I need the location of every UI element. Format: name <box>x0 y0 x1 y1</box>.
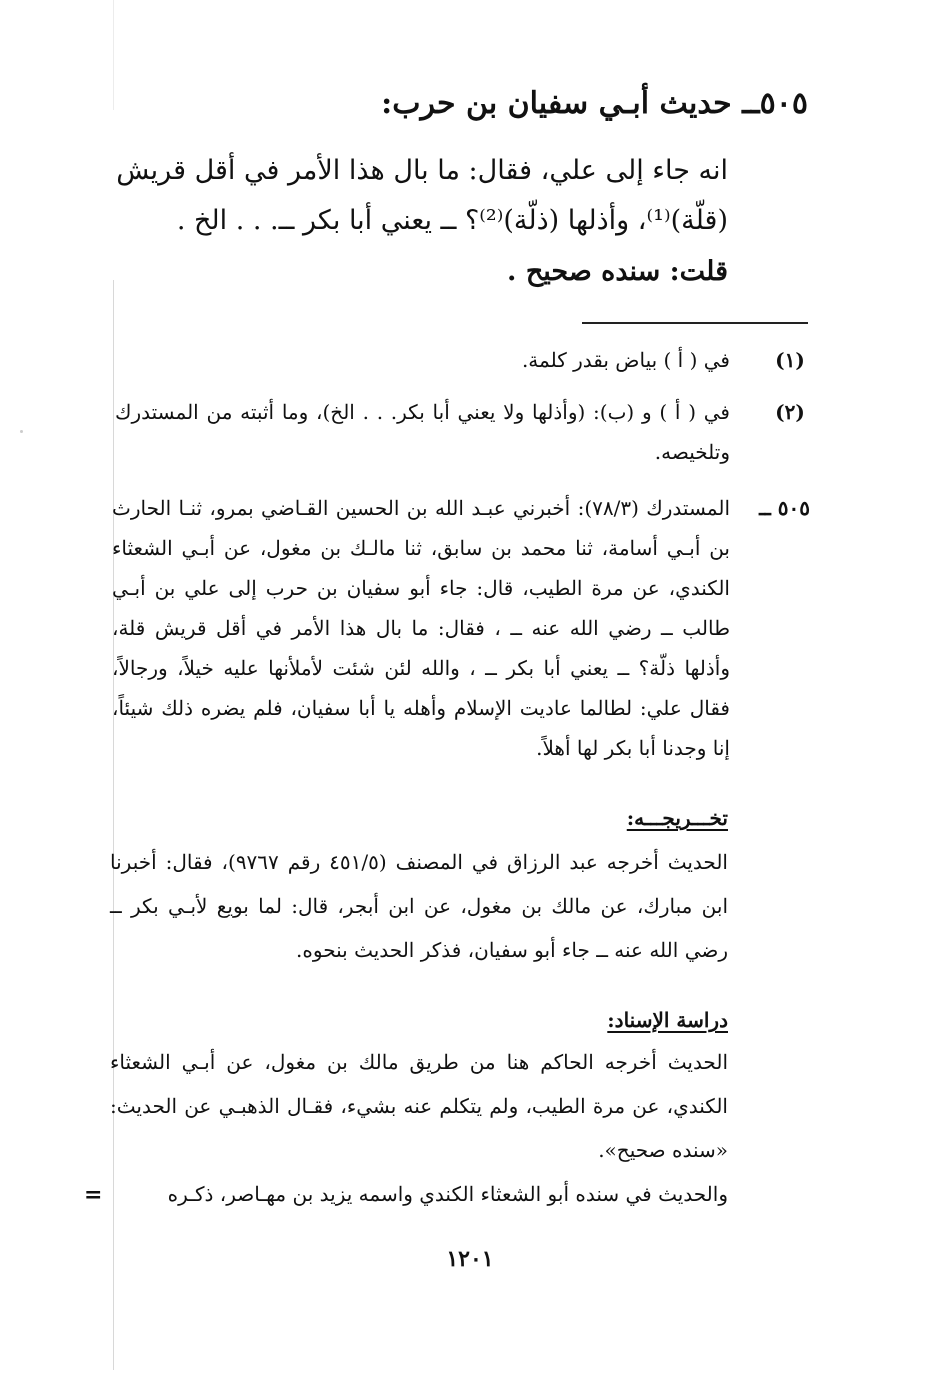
continuation-mark: = <box>84 1182 103 1208</box>
takhrij-text: الحديث أخرجه عبد الرزاق في المصنف (٤٥١/٥ رقم ٩٧٦٧)، فقال: أخبرنا ابن مبارك، عن مالك بن مغول، عن ابن أبجر، قال: لما بويع لأبـي بكر ــ رضي الله عنه ــ جاء أبو سفيان، فذكر الحديث بنحوه. <box>110 850 728 962</box>
footnote-text: في ( أ ) بياض بقدر كلمة. <box>521 348 730 372</box>
hadith-text <box>108 146 728 246</box>
hadith-heading: ٥٠٥ــ حديث أبـي سفيان بن حرب: <box>381 86 808 121</box>
isnad-title: دراسة الإسناد: <box>607 1008 728 1032</box>
entry-text: المستدرك (٧٨/٣): أخبرني عبـد الله بن الحسين القـاضي بمرو، ثنـا الحارث بن أبـي أسامة، ثنا محمد بن سابق، ثنا مالـك بن مغول، عن أبـي الشعثاء الكندي، عن مرة الطيب، قال: جاء أبو سفيان بن حرب إلى علي بن أبـي طالب ــ رضي الله عنه ــ ، فقال: ما بال هذا الأمر في أقل قريش قلة، وأذلها ذلّة؟ ــ يعني أبا بكر ــ ، والله لئن شئت لأملأنها عليه خيلاً، ورجالاً، فقال علي: لطالما عاديت الإسلام وأهله يا أبا سفيان، فلم يضره ذلك شيئاً، إنا وجدنا أبا بكر لها أهلاً. <box>112 496 731 760</box>
isnad-text-continued: والحديث في سنده أبو الشعثاء الكندي واسمه يزيد بن مهـاصر، ذكـره <box>167 1182 728 1206</box>
footnote-number: (١) <box>775 348 805 372</box>
entry-number: ٥٠٥ ــ <box>759 496 810 520</box>
footnote-number: (٢) <box>775 400 805 424</box>
page-number: ١٢٠١ <box>446 1246 494 1272</box>
hadith-text-line: انه جاء إلى علي، فقال: ما بال هذا الأمر في أقل قريش <box>116 155 728 186</box>
takhrij-title: تخـــريجـــه: <box>626 806 728 830</box>
scan-artifact-line <box>113 0 114 110</box>
isnad-text: الحديث أخرجه الحاكم هنا من طريق مالك بن مغول، عن أبـي الشعثاء الكندي، عن مرة الطيب، ولم يتكلم عنه بشيء، فقـال الذهبـي عن الحديث: «سنده صحيح». <box>110 1050 728 1162</box>
footnote-separator <box>582 322 808 324</box>
footnote-text: في ( أ ) و (ب): (وأذلها ولا يعني أبا بكر. . . الخ)، وما أثبته من المستدرك وتلخيصه. <box>115 400 730 464</box>
hadith-text-line: (قلّة)⁽¹⁾، وأذلها (ذلّة)⁽²⁾؟ ــ يعني أبا بكر ــ. . . الخ . <box>176 205 728 236</box>
scan-artifact-dot <box>20 430 23 433</box>
verdict-text: قلت: سنده صحيح . <box>507 256 728 287</box>
